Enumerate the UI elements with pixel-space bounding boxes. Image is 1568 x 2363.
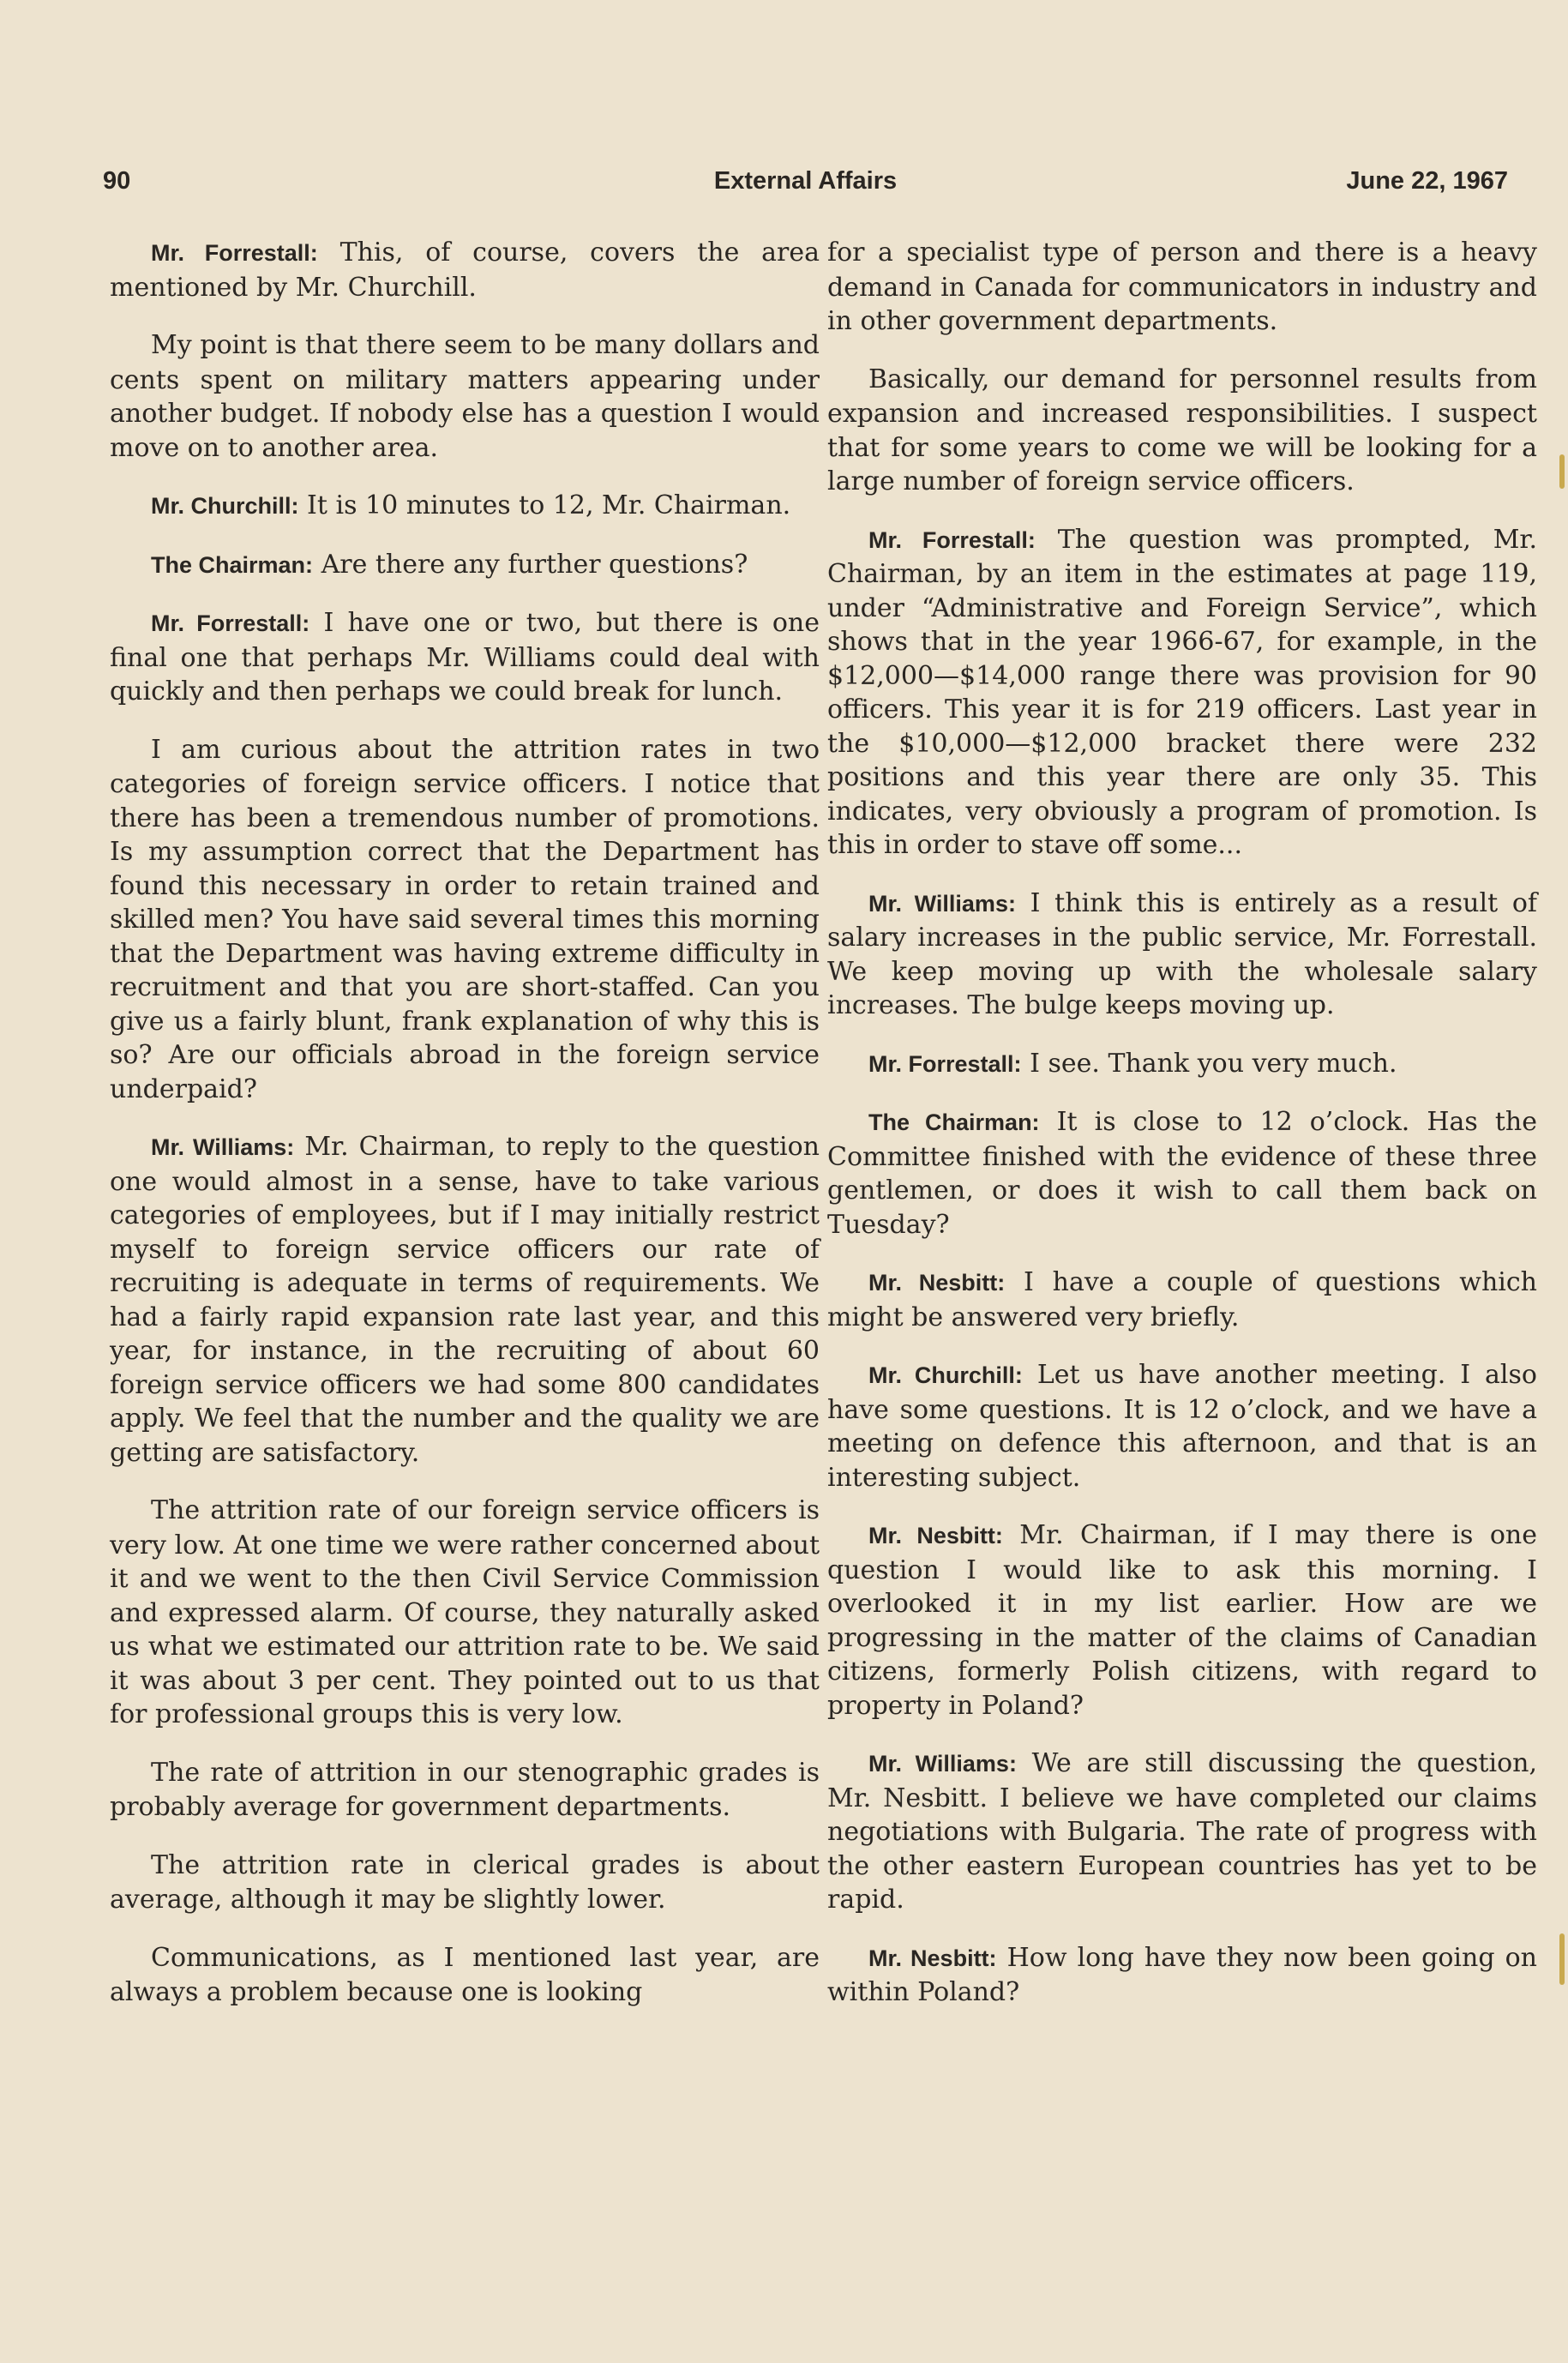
paragraph-text: Communications, as I mentioned last year, are always a problem because one is looking <box>110 1942 820 2007</box>
paragraph <box>110 1494 820 1732</box>
speaker-name: The Chairman: <box>868 1109 1040 1135</box>
paragraph <box>110 1941 820 2010</box>
running-header <box>103 167 1508 207</box>
speaker-name: Mr. Williams: <box>868 890 1016 917</box>
paragraph-text: It is 10 minutes to 12, Mr. Chairman. <box>298 490 791 520</box>
speaker-name: Mr. Forrestall: <box>151 610 310 636</box>
paragraph-text: Basically, our demand for personnel results from expansion and increased responsibilities. I suspect that for some years to come we will be looking for a large number of foreign service officers. <box>827 364 1537 496</box>
paragraph-text: We are still discussing the question, Mr. Nesbitt. I believe we have completed our claims negotiations with Bulgaria. The rate of progress with the other eastern European countries has yet to be rapid. <box>827 1748 1538 1915</box>
paragraph <box>110 733 820 1107</box>
paragraph-text: The attrition rate in clerical grades is about average, although it may be slightly lower. <box>110 1849 820 1915</box>
paragraph <box>110 1130 820 1470</box>
paragraph-text: Mr. Chairman, if I may there is one question I would like to ask this morning. I overlooked it in my list earlier. How are we progressing in the matter of the claims of Canadian citizens, formerly Polish citizens, with regard to property in Poland? <box>827 1520 1537 1721</box>
paragraph-text: This, of course, covers the area mentioned by Mr. Churchill. <box>110 238 820 303</box>
speaker-name: Mr. Nesbitt: <box>868 1270 1006 1296</box>
paragraph-text: Let us have another meeting. I also have some questions. It is 12 o’clock, and we have a meeting on defence this afternoon, and that is an interesting subject. <box>827 1360 1537 1493</box>
speaker-name: Mr. Nesbitt: <box>868 1523 1003 1548</box>
paragraph-text: It is close to 12 o’clock. Has the Committee finished with the evidence of these three gentlemen, or does it wish to call them back on Tuesday? <box>827 1107 1538 1240</box>
paragraph <box>827 363 1537 499</box>
paragraph <box>827 1047 1537 1082</box>
speaker-name: Mr. Nesbitt: <box>868 1945 997 1971</box>
paragraph-text: The attrition rate of our foreign service officers is very low. At one time we were rather concerned about it and we went to the then Civil Service Commission and expressed alarm. Of course, they naturally asked us what we estimated our attrition rate to be. We said it was about 3 per cent. They pointed out to us that for professional groups this is very low. <box>110 1495 820 1729</box>
paragraph <box>827 1358 1537 1494</box>
paragraph-text: I am curious about the attrition rates in two categories of foreign service officers. I notice that there has been a tremendous number of promotions. Is my assumption correct that the Department has found this necessary in order to retain trained and skilled men? You have said several times this morning that the Department was having extreme difficulty in recruitment and that you are short-staffed. Can you give us a fairly blunt, frank explanation of why this is so? Are our officials abroad in the foreign service underpaid? <box>110 734 820 1104</box>
paragraph-text: I see. Thank you very much. <box>1021 1048 1397 1079</box>
speaker-name: Mr. Forrestall: <box>868 526 1036 553</box>
paragraph-text: The rate of attrition in our stenographic grades is probably average for government departments. <box>110 1757 820 1822</box>
paragraph-text: My point is that there seem to be many dollars and cents spent on military matters appearing under another budget. If nobody else has a question I would move on to another area. <box>110 330 820 463</box>
paragraph-text: The question was prompted, Mr. Chairman, by an item in the estimates at page 119, under “Administrative and Foreign Service”, which shows that in the year 1966-67, for example, in the $12,000—$14,000 range there was provision for 90 officers. This year it is for 219 officers. Last year in the $10,000—$12,000 bracket there were 232 positions and this year there are only 35. This indicates, very obviously a program of promotion. Is this in order to stave off some... <box>827 524 1538 860</box>
speaker-name: Mr. Williams: <box>868 1751 1017 1777</box>
paragraph <box>827 1105 1537 1242</box>
paragraph-text: for a specialist type of person and there is a heavy demand in Canada for communicators in industry and in other government departments. <box>827 238 1537 336</box>
paragraph <box>110 489 820 524</box>
paragraph-text: I think this is entirely as a result of salary increases in the public service, Mr. Forrestall. We keep moving up with the wholesale salary increases. The bulge keeps moving up. <box>827 887 1537 1020</box>
paragraph <box>110 1756 820 1825</box>
paragraph <box>827 1266 1537 1334</box>
page-edge-mark <box>1559 1933 1565 1985</box>
running-title: External Affairs <box>713 167 898 195</box>
paragraph <box>827 1747 1537 1917</box>
paragraph <box>110 548 820 583</box>
paragraph <box>110 1849 820 1917</box>
paragraph <box>827 887 1537 1023</box>
paragraph <box>827 1518 1537 1723</box>
page-edge-mark <box>1559 454 1565 489</box>
paragraph <box>110 328 820 465</box>
paragraph-text: I have one or two, but there is one final one that perhaps Mr. Williams could deal with quickly and then perhaps we could break for lunch. <box>110 608 820 706</box>
speaker-name: Mr. Churchill: <box>151 493 299 519</box>
page-number: 90 <box>103 167 131 195</box>
speaker-name: Mr. Forrestall: <box>868 1050 1022 1077</box>
paragraph <box>110 236 820 304</box>
speaker-name: Mr. Forrestall: <box>151 240 318 266</box>
paragraph <box>827 1941 1537 2010</box>
left-column <box>110 236 820 2034</box>
paragraph-text: I have a couple of questions which might be answered very briefly. <box>827 1267 1537 1332</box>
paragraph-text: Mr. Chairman, to reply to the question one would almost in a sense, have to take various categories of employees, but if I may initially restrict myself to foreign service officers our rate of recruiting is adequate in terms of requirements. We had a fairly rapid expansion rate last year, and this year, for instance, in the recruiting of about 60 foreign service officers we had some 800 candidates apply. We feel that the number and the quality we are getting are satisfactory. <box>110 1132 820 1468</box>
paragraph-text: How long have they now been going on within Poland? <box>827 1942 1537 2007</box>
right-column <box>827 236 1537 2034</box>
continued-paragraph <box>827 236 1537 339</box>
paragraph <box>827 523 1537 863</box>
speaker-name: Mr. Williams: <box>151 1134 295 1160</box>
paragraph <box>110 606 820 709</box>
paragraph-text: Are there any further questions? <box>313 549 748 580</box>
speaker-name: The Chairman: <box>151 551 314 578</box>
header-date: June 22, 1967 <box>1346 167 1508 195</box>
speaker-name: Mr. Churchill: <box>868 1362 1023 1388</box>
